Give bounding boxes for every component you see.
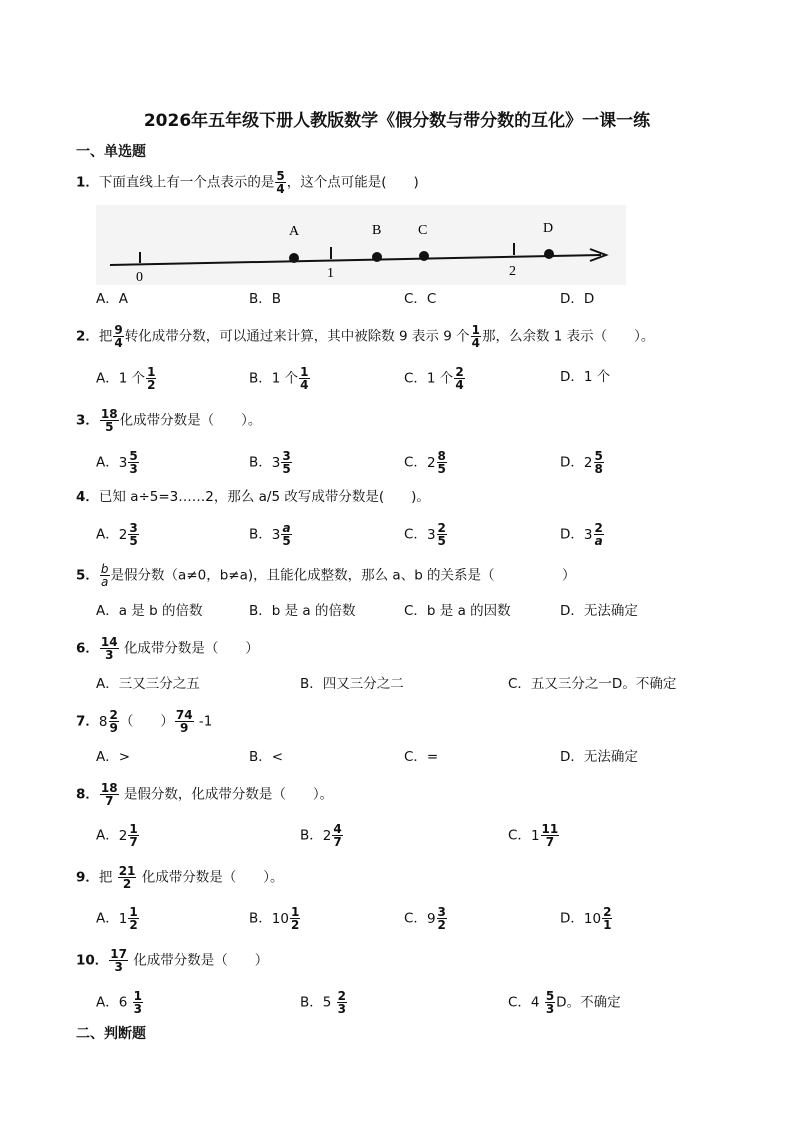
option-d[interactable]: D．1 个 xyxy=(560,369,611,385)
question-10 xyxy=(76,948,268,973)
question-5 xyxy=(76,563,576,588)
fraction: $\frac{9}{4}$ xyxy=(114,323,123,350)
question-text: ，这个点可能是( ) xyxy=(286,174,419,191)
question-8 xyxy=(76,782,333,807)
question-text: 已知 a÷5=3……2，那么 a/5 改写成带分数是( )。 xyxy=(98,489,430,505)
question-text: 是假分数（a≠0，b≠a)，且能化成整数，那么 a、b 的关系是（ ） xyxy=(110,567,576,584)
option-b[interactable]: B． 3 $\frac{3}{5}$ xyxy=(249,449,291,476)
page-title: 2026年五年级下册人教版数学《假分数与带分数的互化》一课一练 xyxy=(143,111,651,131)
question-text: 化成带分数是（ ）。 xyxy=(141,869,284,886)
option-c[interactable]: C．五又三分之一D。不确定 xyxy=(508,676,677,692)
point-label: D xyxy=(543,221,554,236)
question-1 xyxy=(76,170,419,195)
question-number: 1． xyxy=(76,174,99,191)
option-a[interactable]: A． 2 $\frac{3}{5}$ xyxy=(96,521,138,548)
number-line-figure xyxy=(96,205,626,285)
question-text: 转化成带分数，可以通过来计算，其中被除数 9 表示 9 个 xyxy=(124,328,470,345)
question-2 xyxy=(76,324,654,349)
option-b[interactable]: B． 10 $\frac{1}{2}$ xyxy=(249,905,300,932)
tick-label: 1 xyxy=(327,266,334,281)
option-c[interactable]: C． 3 $\frac{2}{5}$ xyxy=(404,521,446,548)
question-text: 把 xyxy=(98,328,113,345)
option-a[interactable]: A．a 是 b 的倍数 xyxy=(96,603,203,619)
option-d[interactable]: D． 10 $\frac{2}{1}$ xyxy=(560,905,612,932)
question-number: 10． xyxy=(76,952,109,969)
fraction: $\frac{18}{5}$ xyxy=(100,407,118,434)
fraction: $\frac{17}{3}$ xyxy=(110,947,127,974)
option-b[interactable]: B．四又三分之二 xyxy=(300,676,404,692)
question-text: -1 xyxy=(198,713,213,730)
question-text: 化成带分数是（ ）。 xyxy=(119,412,262,429)
question-number: 3． xyxy=(76,412,99,429)
option-d[interactable]: D．D xyxy=(560,291,595,307)
option-c[interactable]: C． 9 $\frac{3}{2}$ xyxy=(404,905,446,932)
option-a[interactable]: A． 3 $\frac{5}{3}$ xyxy=(96,449,138,476)
point-A xyxy=(289,253,299,263)
question-7: 7． 8 $\frac{2}{9}$ （ ） $\frac{74}{9}$ -1 xyxy=(76,708,213,735)
question-text: 是假分数，化成带分数是（ ）。 xyxy=(123,786,334,803)
option-b[interactable]: B．5 $\frac{2}{3}$ xyxy=(300,989,347,1016)
option-c[interactable]: C．b 是 a 的因数 xyxy=(404,603,511,619)
option-a[interactable]: A． 1 $\frac{1}{2}$ xyxy=(96,905,138,932)
option-c[interactable]: C．C xyxy=(404,291,437,307)
point-label: C xyxy=(418,223,428,238)
question-number: 5． xyxy=(76,567,99,584)
question-text: 化成带分数是（ ） xyxy=(123,640,259,657)
option-d[interactable]: D． 2 $\frac{5}{8}$ xyxy=(560,449,603,476)
option-c[interactable]: C．1 个 $\frac{2}{4}$ xyxy=(404,365,464,392)
question-number: 4． xyxy=(76,489,99,505)
fraction: $\frac{74}{9}$ xyxy=(175,708,193,735)
option-d[interactable]: D． 3 $\frac{2}{a}$ xyxy=(560,521,603,548)
question-text: 下面直线上有一个点表示的是 xyxy=(98,174,275,191)
option-b[interactable]: B． 3 $\frac{a}{5}$ xyxy=(249,521,291,548)
tick-label: 0 xyxy=(136,270,143,285)
question-number: 9． xyxy=(76,869,99,886)
option-a[interactable]: A． 2 $\frac{1}{7}$ xyxy=(96,822,138,849)
option-c[interactable]: C． 2 $\frac{8}{5}$ xyxy=(404,449,446,476)
point-D xyxy=(544,249,554,259)
question-4 xyxy=(76,486,430,508)
blank: （ ） xyxy=(119,713,174,730)
fraction: $\frac{5}{4}$ xyxy=(276,169,285,196)
question-number: 8． xyxy=(76,786,99,803)
question-number: 7． xyxy=(76,713,99,730)
point-C xyxy=(419,251,429,261)
point-label: B xyxy=(372,223,382,238)
question-number: 6． xyxy=(76,640,99,657)
option-b[interactable]: B．1 个 $\frac{1}{4}$ xyxy=(249,365,309,392)
option-d[interactable]: D．无法确定 xyxy=(560,603,638,619)
option-b[interactable]: B． 2 $\frac{4}{7}$ xyxy=(300,822,342,849)
fraction: $\frac{1}{4}$ xyxy=(471,323,480,350)
section-true-false: 二、判断题 xyxy=(76,1026,146,1042)
option-a[interactable]: A．> xyxy=(96,749,131,765)
option-a[interactable]: A．6 $\frac{1}{3}$ xyxy=(96,989,142,1016)
question-text: 把 xyxy=(98,869,113,886)
option-a[interactable]: A．1 个 $\frac{1}{2}$ xyxy=(96,365,156,392)
option-d[interactable]: D．无法确定 xyxy=(560,749,638,765)
option-a[interactable]: A．三又三分之五 xyxy=(96,676,200,692)
fraction: $\frac{21}{2}$ xyxy=(118,864,136,891)
question-text: 化成带分数是（ ） xyxy=(133,952,269,969)
option-c[interactable]: C．= xyxy=(404,749,439,765)
option-b[interactable]: B．B xyxy=(249,291,282,307)
question-9 xyxy=(76,865,283,890)
question-3 xyxy=(76,408,261,433)
question-6 xyxy=(76,636,259,661)
option-b[interactable]: B．< xyxy=(249,749,284,765)
point-label: A xyxy=(289,224,300,239)
fraction: $\frac{b}{a}$ xyxy=(100,562,109,589)
question-text: 那，么余数 1 表示（ ）。 xyxy=(481,328,655,345)
option-b[interactable]: B．b 是 a 的倍数 xyxy=(249,603,356,619)
option-a[interactable]: A．A xyxy=(96,291,128,307)
fraction: $\frac{14}{3}$ xyxy=(100,635,118,662)
question-number: 2． xyxy=(76,328,99,345)
option-c[interactable]: C．4 $\frac{5}{3}$ D。不确定 xyxy=(508,989,621,1016)
point-B xyxy=(372,252,382,262)
option-c[interactable]: C． 1 $\frac{11}{7}$ xyxy=(508,822,559,849)
tick-label: 2 xyxy=(509,264,516,279)
section-single-choice: 一、单选题 xyxy=(76,144,146,160)
fraction: $\frac{18}{7}$ xyxy=(100,781,118,808)
